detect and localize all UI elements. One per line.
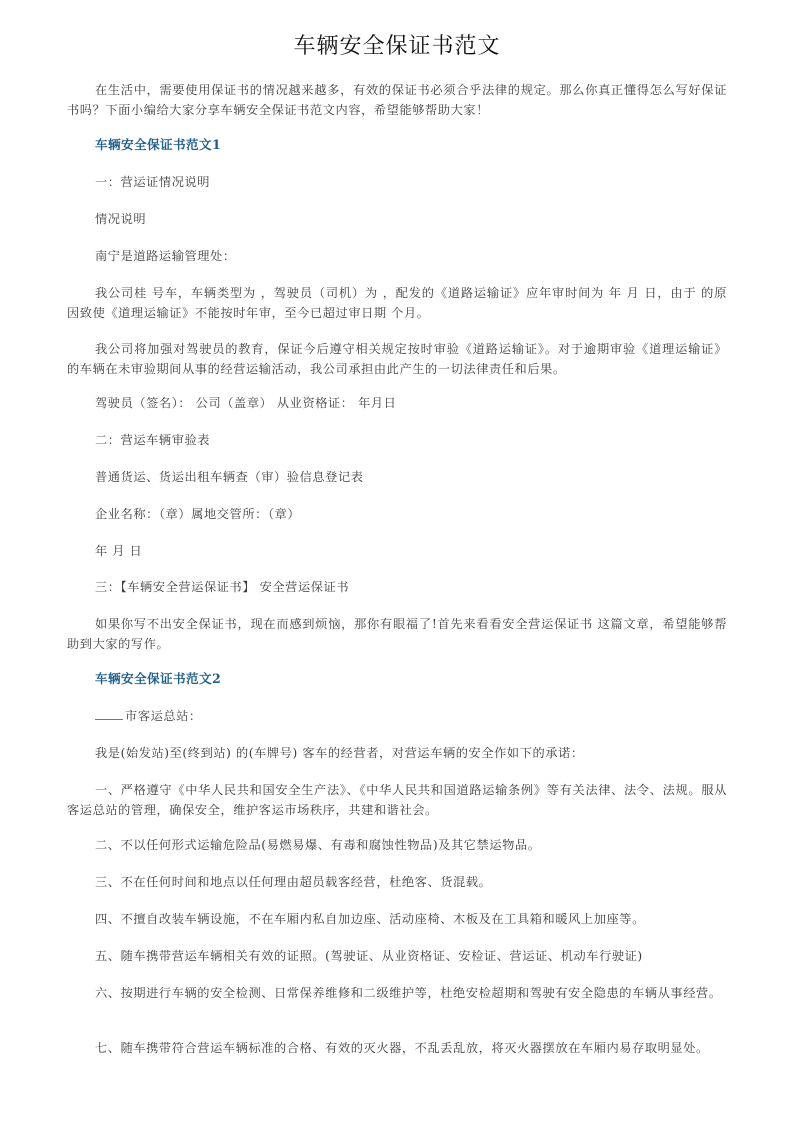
paragraph: 五、随车携带营运车辆相关有效的证照。(驾驶证、从业资格证、安检证、营运证、机动车行驶证): [95, 949, 643, 963]
paragraph: 三、不在任何时间和地点以任何理由超员载客经营，杜绝客、货混载。: [95, 875, 492, 889]
paragraph: 企业名称：（章）属地交管所：（章）: [95, 507, 301, 521]
blank-underline: [95, 707, 123, 720]
document-title: 车辆安全保证书范文: [293, 34, 501, 59]
paragraph: 七、随车携带符合营运车辆标准的合格、有效的灭火器，不乱丢乱放，将灭火器摆放在车厢内易存取明显处。: [95, 1041, 709, 1055]
paragraph: 六、按期进行车辆的安全检测、日常保养维修和二级维护等，杜绝安检超期和驾驶有安全隐患的车辆从事经营。: [95, 986, 722, 1000]
paragraph: 普通货运、货运出租车辆查（审）验信息登记表: [95, 470, 364, 484]
paragraph: 二：营运车辆审验表: [95, 433, 211, 447]
addressee-text: 市客运总站：: [125, 709, 202, 723]
paragraph: 三：【车辆安全营运保证书】 安全营运保证书: [95, 580, 350, 594]
paragraph: 我是(始发站)至(终到站) 的(车牌号) 客车的经营者，对营运车辆的安全作如下的承诺：: [95, 746, 584, 760]
intro-paragraph: 在生活中，需要使用保证书的情况越来越多，有效的保证书必须合乎法律的规定。那么你真正懂得怎么写好保证书吗？下面小编给大家分享车辆安全保证书范文内容，希望能够帮助大家！: [67, 83, 727, 117]
paragraph: 情况说明: [95, 212, 147, 226]
addressee-line: [67, 706, 727, 726]
section-2-heading: 车辆安全保证书范文2: [95, 671, 222, 686]
paragraph: 年 月 日: [95, 544, 143, 558]
paragraph: 二、不以任何形式运输危险品(易燃易爆、有毒和腐蚀性物品)及其它禁运物品。: [95, 838, 541, 852]
paragraph: 一、严格遵守《中华人民共和国安全生产法》、《中华人民共和国道路运输条例》等有关法律、法令、法规。服从客运总站的管理，确保安全，维护客运市场秩序，共建和谐社会。: [67, 783, 727, 817]
paragraph: 如果你写不出安全保证书，现在而感到烦恼，那你有眼福了!首先来看看安全营运保证书 这篇文章，希望能够帮助到大家的写作。: [67, 617, 727, 651]
paragraph: 我公司桂 号车，车辆类型为 ，驾驶员（司机）为 ，配发的《道路运输证》应年审时间为 年 月 日，由于 的原因致使《道理运输证》不能按时年审，至今已超过审日期 个月。: [67, 286, 727, 320]
paragraph: 我公司将加强对驾驶员的教育，保证今后遵守相关规定按时审验《道路运输证》。对于逾期审验《道理运输证》的车辆在未审验期间从事的经营运输活动，我公司承担由此产生的一切法律责任和后果。: [67, 342, 727, 376]
paragraph: 南宁是道路运输管理处：: [95, 249, 236, 263]
paragraph: 一：营运证情况说明: [95, 175, 211, 189]
paragraph: 驾驶员（签名）： 公司（盖章） 从业资格证： 年月日: [95, 396, 397, 410]
paragraph: 四、不擅自改装车辆设施，不在车厢内私自加边座、活动座椅、木板及在工具箱和暖风上加座等。: [95, 912, 645, 926]
section-1-heading: 车辆安全保证书范文1: [95, 137, 222, 152]
